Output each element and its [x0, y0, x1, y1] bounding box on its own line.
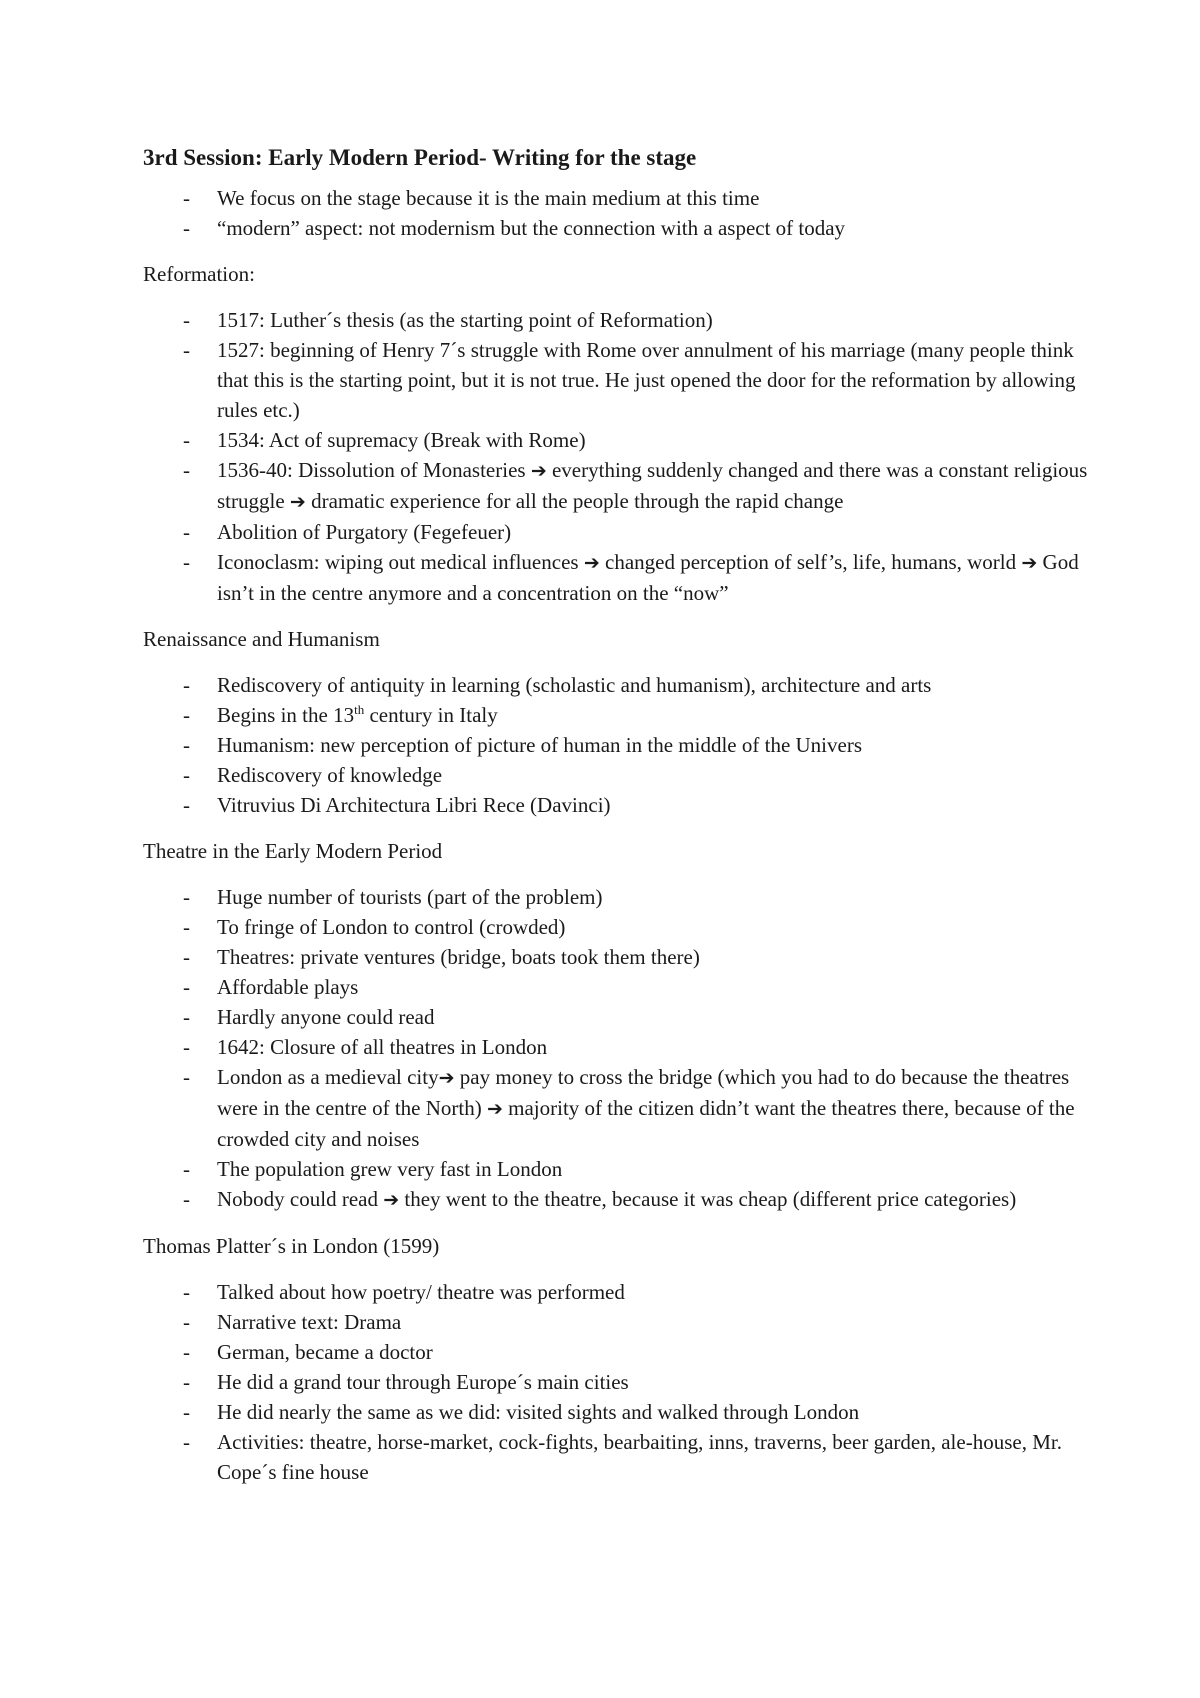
- bullet-dash: -: [183, 186, 190, 210]
- bullet-dash: -: [183, 1065, 190, 1089]
- list-item: - Vitruvius Di Architectura Libri Rece (Davinci): [143, 790, 1093, 820]
- list-item: - 1536-40: Dissolution of Monasteries ➔ everything suddenly changed and there was a constant religious struggle ➔ dramatic experience for all the people through the rapid change: [143, 455, 1093, 517]
- list-item: - Hardly anyone could read: [143, 1002, 1093, 1032]
- list-item: - Nobody could read ➔ they went to the theatre, because it was cheap (different price categories): [143, 1184, 1093, 1215]
- platter-list: [143, 1277, 1093, 1487]
- bullet-dash: -: [183, 1280, 190, 1304]
- list-item: - The population grew very fast in London: [143, 1154, 1093, 1184]
- bullet-dash: -: [183, 673, 190, 697]
- bullet-dash: -: [183, 1400, 190, 1424]
- list-item: - “modern” aspect: not modernism but the connection with a aspect of today: [143, 213, 1093, 243]
- bullet-dash: -: [183, 550, 190, 574]
- bullet-dash: -: [183, 945, 190, 969]
- list-item: - Affordable plays: [143, 972, 1093, 1002]
- arrow-right-icon: ➔: [383, 1189, 400, 1211]
- list-item: - Begins in the 13th century in Italy: [143, 700, 1093, 730]
- list-item: - He did nearly the same as we did: visited sights and walked through London: [143, 1397, 1093, 1427]
- arrow-right-icon: ➔: [583, 552, 600, 574]
- section-heading-theatre: Theatre in the Early Modern Period: [143, 839, 443, 863]
- bullet-dash: -: [183, 1157, 190, 1181]
- list-item: - Theatres: private ventures (bridge, boats took them there): [143, 942, 1093, 972]
- arrow-right-icon: ➔: [438, 1067, 455, 1089]
- bullet-dash: -: [183, 520, 190, 544]
- bullet-dash: -: [183, 216, 190, 240]
- list-item: - London as a medieval city➔ pay money to cross the bridge (which you had to do because the theatres were in the centre of the North) ➔ majority of the citizen didn’t want the theatres there, because of the crowded city and noises: [143, 1062, 1093, 1154]
- bullet-dash: -: [183, 793, 190, 817]
- bullet-dash: -: [183, 338, 190, 362]
- bullet-dash: -: [183, 308, 190, 332]
- arrow-right-icon: ➔: [289, 491, 306, 513]
- list-item: - Rediscovery of antiquity in learning (scholastic and humanism), architecture and arts: [143, 670, 1093, 700]
- section-heading-reformation: Reformation:: [143, 262, 255, 286]
- bullet-dash: -: [183, 1310, 190, 1334]
- bullet-dash: -: [183, 1430, 190, 1454]
- list-item: - Humanism: new perception of picture of human in the middle of the Univers: [143, 730, 1093, 760]
- list-item: - He did a grand tour through Europe´s main cities: [143, 1367, 1093, 1397]
- bullet-dash: -: [183, 703, 190, 727]
- section-heading-renaissance: Renaissance and Humanism: [143, 627, 380, 651]
- list-item: - German, became a doctor: [143, 1337, 1093, 1367]
- list-item: - 1527: beginning of Henry 7´s struggle with Rome over annulment of his marriage (many people think that this is the starting point, but it is not true. He just opened the door for the reformation by allowing rules etc.): [143, 335, 1093, 425]
- bullet-dash: -: [183, 975, 190, 999]
- arrow-right-icon: ➔: [1021, 552, 1038, 574]
- list-item: - We focus on the stage because it is the main medium at this time: [143, 183, 1093, 213]
- list-item: - 1534: Act of supremacy (Break with Rome): [143, 425, 1093, 455]
- bullet-dash: -: [183, 763, 190, 787]
- renaissance-list: [143, 670, 1093, 820]
- document-page: [143, 141, 1093, 1503]
- theatre-list: [143, 882, 1093, 1215]
- bullet-dash: -: [183, 915, 190, 939]
- bullet-dash: -: [183, 885, 190, 909]
- list-item: - Narrative text: Drama: [143, 1307, 1093, 1337]
- section-heading-platter: Thomas Platter´s in London (1599): [143, 1234, 440, 1258]
- arrow-right-icon: ➔: [486, 1098, 503, 1120]
- list-item: - Abolition of Purgatory (Fegefeuer): [143, 517, 1093, 547]
- bullet-dash: -: [183, 1370, 190, 1394]
- list-item: - Iconoclasm: wiping out medical influences ➔ changed perception of self’s, life, humans, world ➔ God isn’t in the centre anymore and a concentration on the “now”: [143, 547, 1093, 608]
- list-item: - 1517: Luther´s thesis (as the starting point of Reformation): [143, 305, 1093, 335]
- bullet-dash: -: [183, 428, 190, 452]
- bullet-dash: -: [183, 1035, 190, 1059]
- list-item: - 1642: Closure of all theatres in London: [143, 1032, 1093, 1062]
- list-item: - Talked about how poetry/ theatre was performed: [143, 1277, 1093, 1307]
- bullet-dash: -: [183, 733, 190, 757]
- list-item: - To fringe of London to control (crowded): [143, 912, 1093, 942]
- bullet-dash: -: [183, 1340, 190, 1364]
- list-item: - Rediscovery of knowledge: [143, 760, 1093, 790]
- list-item: - Huge number of tourists (part of the problem): [143, 882, 1093, 912]
- document-title: 3rd Session: Early Modern Period- Writing for the stage: [143, 145, 697, 170]
- bullet-dash: -: [183, 1187, 190, 1211]
- bullet-dash: -: [183, 458, 190, 482]
- list-item: - Activities: theatre, horse-market, cock-fights, bearbaiting, inns, traverns, beer garden, ale-house, Mr. Cope´s fine house: [143, 1427, 1093, 1487]
- bullet-dash: -: [183, 1005, 190, 1029]
- superscript: th: [354, 702, 365, 717]
- arrow-right-icon: ➔: [530, 460, 547, 482]
- reformation-list: [143, 305, 1093, 608]
- intro-list: [143, 183, 1093, 243]
